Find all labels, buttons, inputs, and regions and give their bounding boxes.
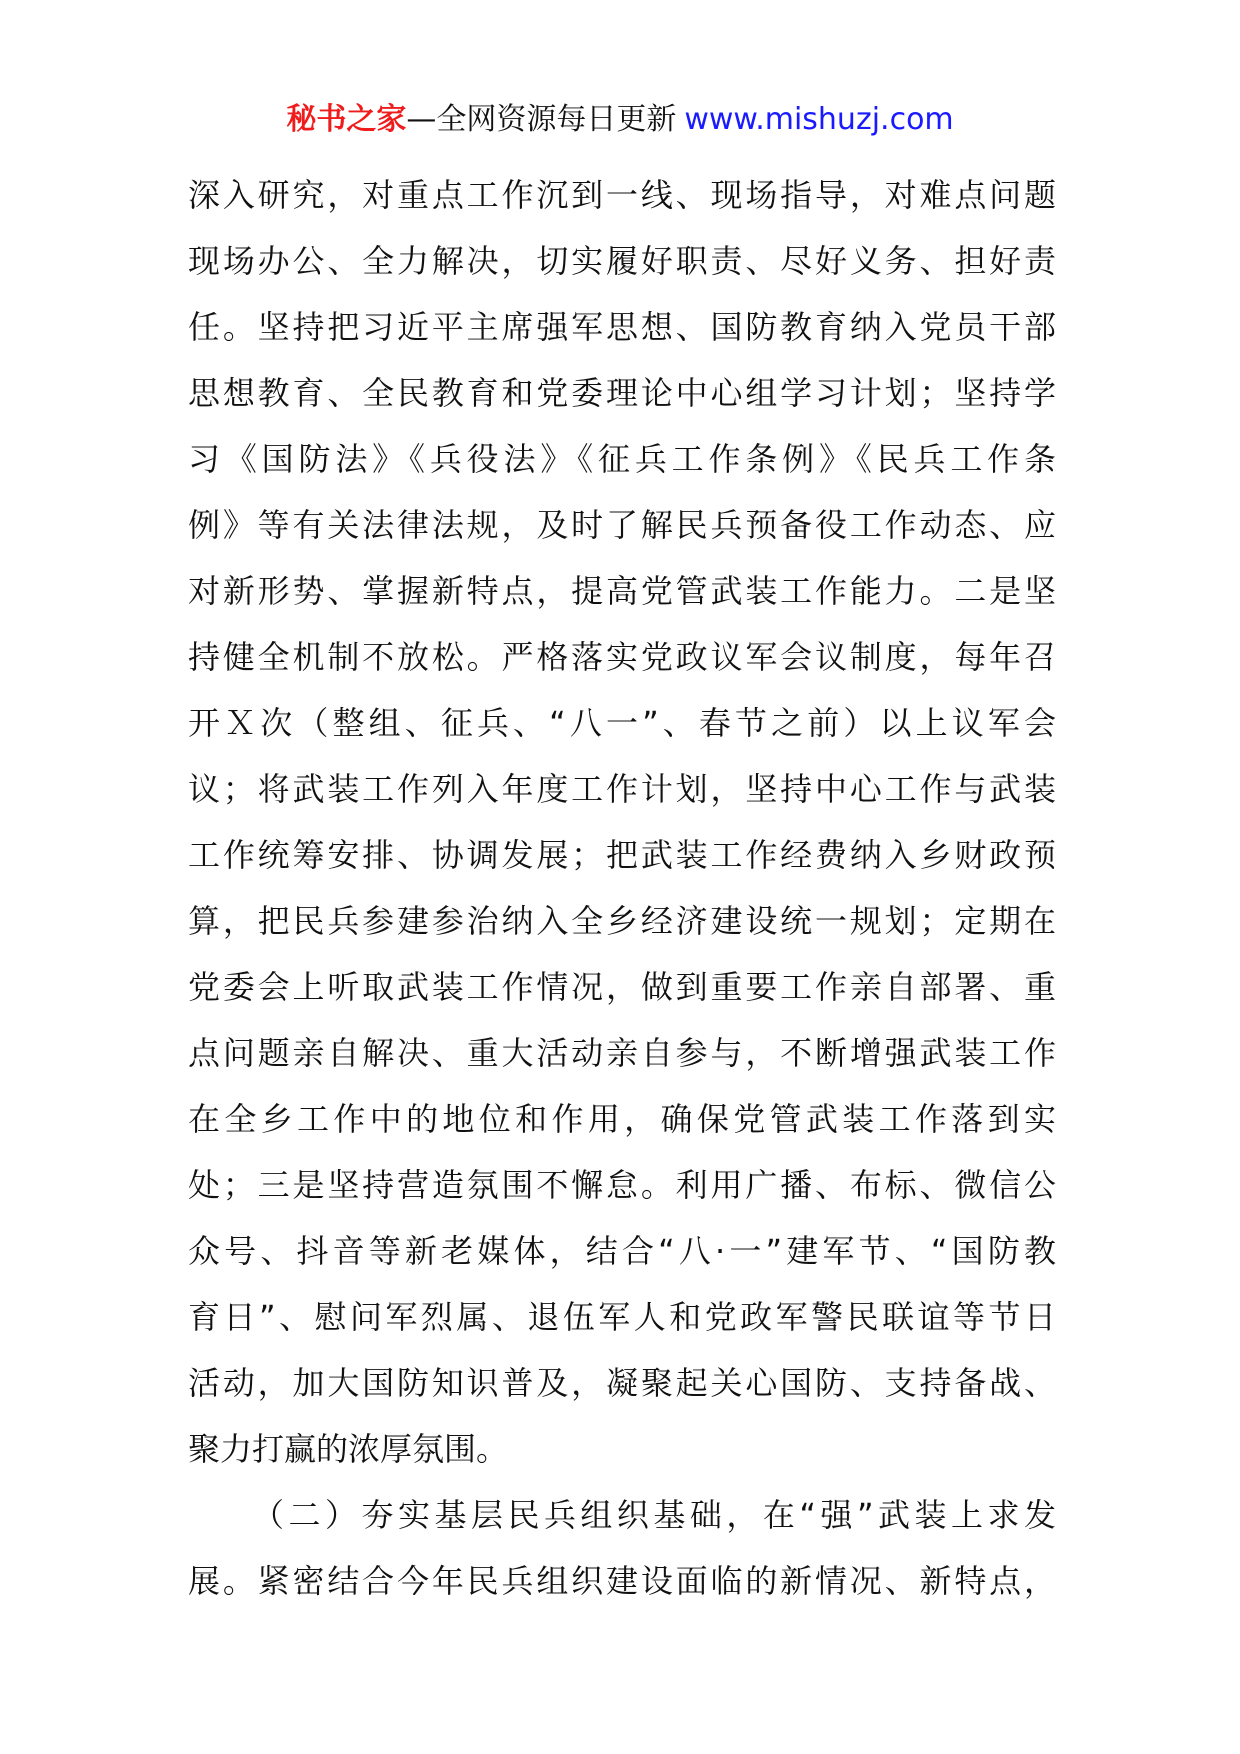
section-heading-line: （二）夯实基层民兵组织基础，在“强”武装上求发 (252, 1496, 1056, 1534)
text-line: 工作统筹安排、协调发展；把武装工作经费纳入乡财政预 (188, 836, 1056, 874)
text-line: 思想教育、全民教育和党委理论中心组学习计划；坚持学 (188, 374, 1056, 412)
text-line: 育日”、慰问军烈属、退伍军人和党政军警民联谊等节日 (188, 1298, 1056, 1336)
document-body (188, 162, 1056, 1614)
text-line: 算，把民兵参建参治纳入全乡经济建设统一规划；定期在 (188, 902, 1056, 940)
text-line: 深入研究，对重点工作沉到一线、现场指导，对难点问题 (188, 176, 1056, 214)
text-line: 开Ｘ次（整组、征兵、“八一”、春节之前）以上议军会 (188, 704, 1056, 742)
text-line: 众号、抖音等新老媒体，结合“八·一”建军节、“国防教 (188, 1232, 1056, 1270)
text-line: 党委会上听取武装工作情况，做到重要工作亲自部署、重 (188, 968, 1056, 1006)
text-line: 现场办公、全力解决，切实履好职责、尽好义务、担好责 (188, 242, 1056, 280)
paragraph-end-line: 聚力打赢的浓厚氛围。 (188, 1430, 509, 1468)
text-line: 习《国防法》《兵役法》《征兵工作条例》《民兵工作条 (188, 440, 1056, 478)
text-line: 持健全机制不放松。严格落实党政议军会议制度，每年召 (188, 638, 1056, 676)
text-line: 处；三是坚持营造氛围不懈怠。利用广播、布标、微信公 (188, 1166, 1056, 1204)
site-header (0, 100, 1240, 140)
text-line: 对新形势、掌握新特点，提高党管武装工作能力。二是坚 (188, 572, 1056, 610)
text-line: 点问题亲自解决、重大活动亲自参与，不断增强武装工作 (188, 1034, 1056, 1072)
brand-name: 秘书之家 (286, 102, 407, 137)
text-line: 活动，加大国防知识普及，凝聚起关心国防、支持备战、 (188, 1364, 1056, 1402)
text-line: 展。紧密结合今年民兵组织建设面临的新情况、新特点， (188, 1562, 1056, 1600)
text-line: 任。坚持把习近平主席强军思想、国防教育纳入党员干部 (188, 308, 1056, 346)
header-tagline: —全网资源每日更新 (406, 102, 677, 137)
text-line: 议；将武装工作列入年度工作计划，坚持中心工作与武装 (188, 770, 1056, 808)
text-line: 在全乡工作中的地位和作用，确保党管武装工作落到实 (188, 1100, 1056, 1138)
text-line: 例》等有关法律法规，及时了解民兵预备役工作动态、应 (188, 506, 1056, 544)
site-url-link[interactable]: www.mishuzj.com (684, 102, 954, 137)
